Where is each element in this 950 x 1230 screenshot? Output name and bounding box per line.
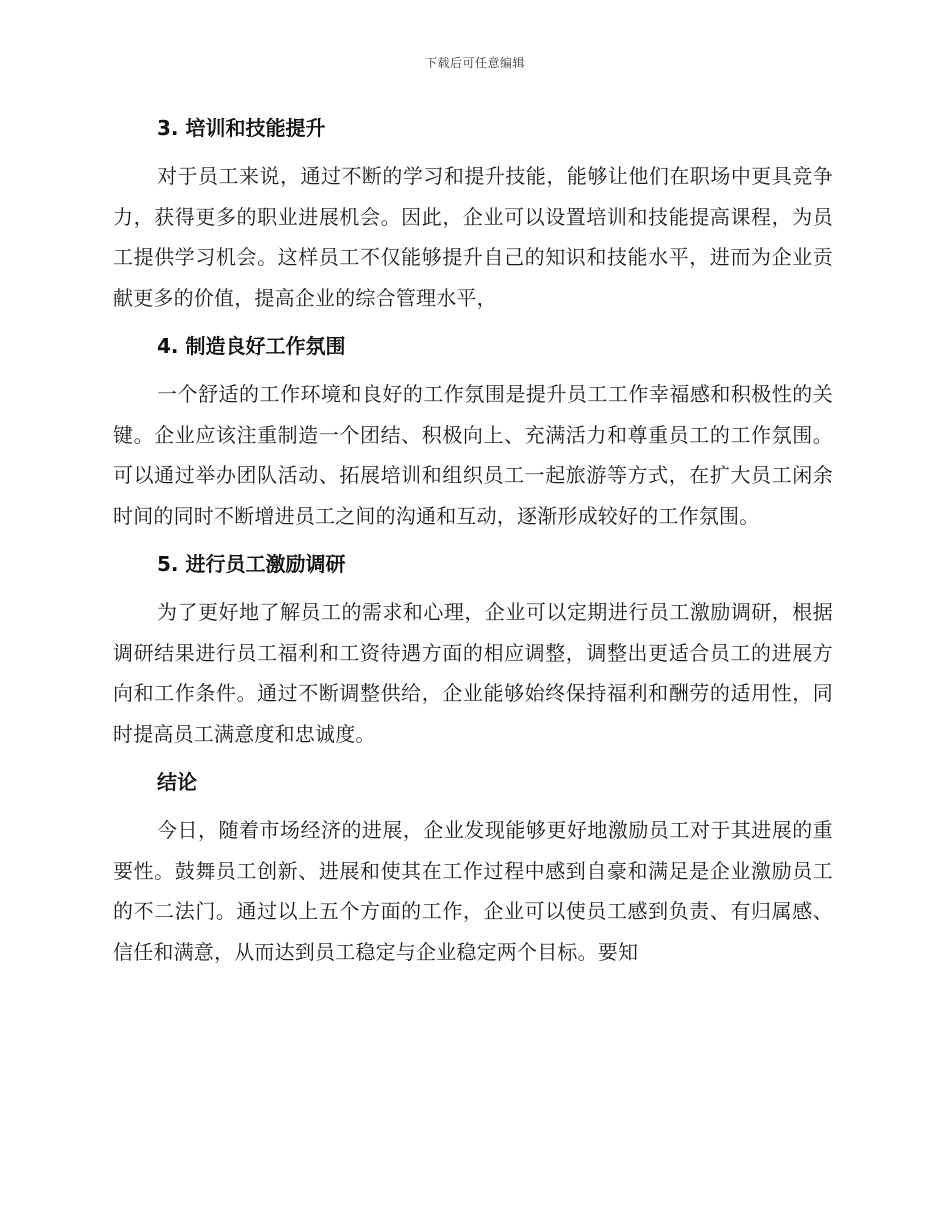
section-heading: 3. 培训和技能提升	[157, 116, 326, 140]
section-paragraph: 为了更好地了解员工的需求和心理，企业可以定期进行员工激励调研，根据调研结果进行员工福利和工资待遇方面的相应调整，调整出更适合员工的进展方向和工作条件。通过不断调整供给，企业能够始终保持福利和酬劳的适用性，同时提高员工满意度和忠诚度。	[113, 600, 833, 746]
section-heading: 5. 进行员工激励调研	[157, 552, 346, 576]
page-header-note: 下载后可任意编辑	[424, 56, 525, 70]
section-heading: 结论	[157, 770, 197, 794]
section-survey	[113, 550, 833, 754]
section-paragraph: 一个舒适的工作环境和良好的工作氛围是提升员工工作幸福感和积极性的关键。企业应该注重制造一个团结、积极向上、充满活力和尊重员工的工作氛围。可以通过举办团队活动、拓展培训和组织员工一起旅游等方式，在扩大员工闲余时间的同时不断增进员工之间的沟通和互动，逐渐形成较好的工作氛围。	[113, 382, 833, 528]
section-conclusion	[113, 768, 833, 972]
section-atmosphere	[113, 332, 833, 536]
section-training	[113, 114, 833, 318]
section-paragraph: 今日，随着市场经济的进展，企业发现能够更好地激励员工对于其进展的重要性。鼓舞员工创新、进展和使其在工作过程中感到自豪和满足是企业激励员工的不二法门。通过以上五个方面的工作，企业可以使员工感到负责、有归属感、信任和满意，从而达到员工稳定与企业稳定两个目标。要知	[113, 818, 833, 964]
section-paragraph: 对于员工来说，通过不断的学习和提升技能，能够让他们在职场中更具竞争力，获得更多的职业进展机会。因此，企业可以设置培训和技能提高课程，为员工提供学习机会。这样员工不仅能够提升自己的知识和技能水平，进而为企业贡献更多的价值，提高企业的综合管理水平，	[113, 164, 833, 310]
section-heading: 4. 制造良好工作氛围	[157, 334, 346, 358]
document-body	[113, 114, 833, 986]
